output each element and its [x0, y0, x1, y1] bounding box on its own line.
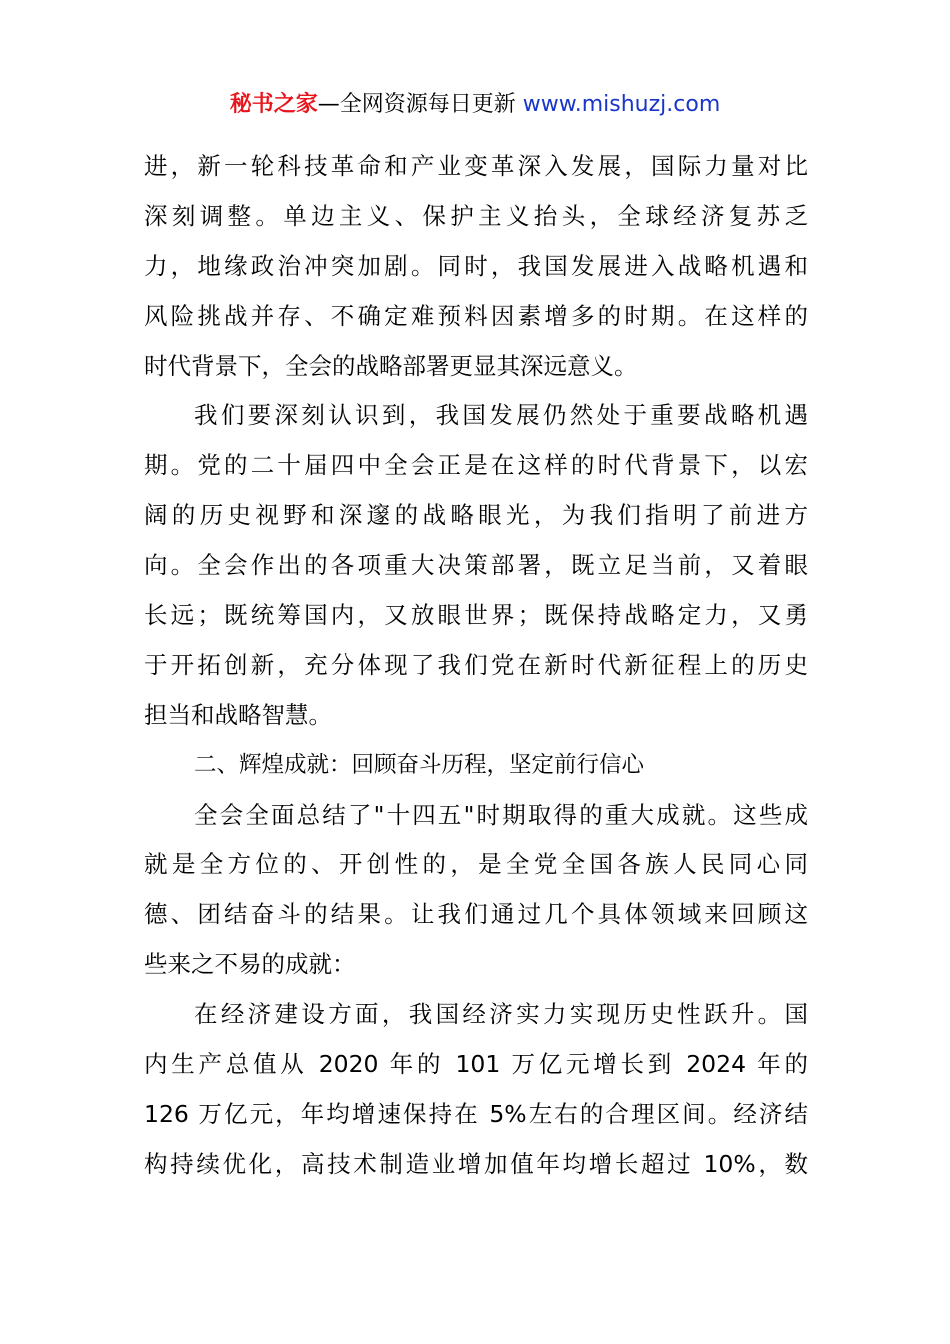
text-line: 德、团结奋斗的结果。让我们通过几个具体领域来回顾这 — [144, 900, 808, 929]
paragraph-first-line: 我们要深刻认识到，我国发展仍然处于重要战略机遇 — [194, 401, 808, 430]
site-url-link[interactable]: www.mishuzj.com — [522, 92, 721, 117]
text-line: 担当和战略智慧。 — [144, 700, 332, 729]
text-line: 126 万亿元，年均增速保持在 5%左右的合理区间。经济结 — [144, 1099, 808, 1128]
text-line: 长远；既统筹国内，又放眼世界；既保持战略定力，又勇 — [144, 601, 808, 630]
body-text — [144, 142, 808, 1190]
paragraph-first-line: 在经济建设方面，我国经济实力实现历史性跃升。国 — [194, 1000, 808, 1029]
text-line: 构持续优化，高技术制造业增加值年均增长超过 10%，数 — [144, 1149, 808, 1178]
text-line: 阔的历史视野和深邃的战略眼光，为我们指明了前进方 — [144, 501, 808, 530]
text-line: 进，新一轮科技革命和产业变革深入发展，国际力量对比 — [144, 152, 808, 180]
text-line: 风险挑战并存、不确定难预料因素增多的时期。在这样的 — [144, 301, 808, 330]
text-line: 力，地缘政治冲突加剧。同时，我国发展进入战略机遇和 — [144, 251, 808, 280]
paragraph-first-line: 全会全面总结了"十四五"时期取得的重大成就。这些成 — [194, 800, 808, 829]
text-line: 就是全方位的、开创性的，是全党全国各族人民同心同 — [144, 850, 808, 879]
text-line: 深刻调整。单边主义、保护主义抬头，全球经济复苏乏 — [144, 201, 808, 230]
text-line: 时代背景下，全会的战略部署更显其深远意义。 — [144, 351, 638, 380]
text-line: 于开拓创新，充分体现了我们党在新时代新征程上的历史 — [144, 650, 808, 679]
text-line: 些来之不易的成就： — [144, 950, 356, 979]
section-heading: 二、辉煌成就：回顾奋斗历程，坚定前行信心 — [194, 751, 645, 778]
text-line: 内生产总值从 2020 年的 101 万亿元增长到 2024 年的 — [144, 1050, 808, 1079]
brand-name: 秘书之家 — [229, 92, 318, 117]
text-line: 期。党的二十届四中全会正是在这样的时代背景下，以宏 — [144, 451, 808, 480]
page-header — [0, 88, 950, 122]
text-line: 向。全会作出的各项重大决策部署，既立足当前，又着眼 — [144, 551, 808, 580]
header-tagline: —全网资源每日更新 — [317, 92, 516, 117]
